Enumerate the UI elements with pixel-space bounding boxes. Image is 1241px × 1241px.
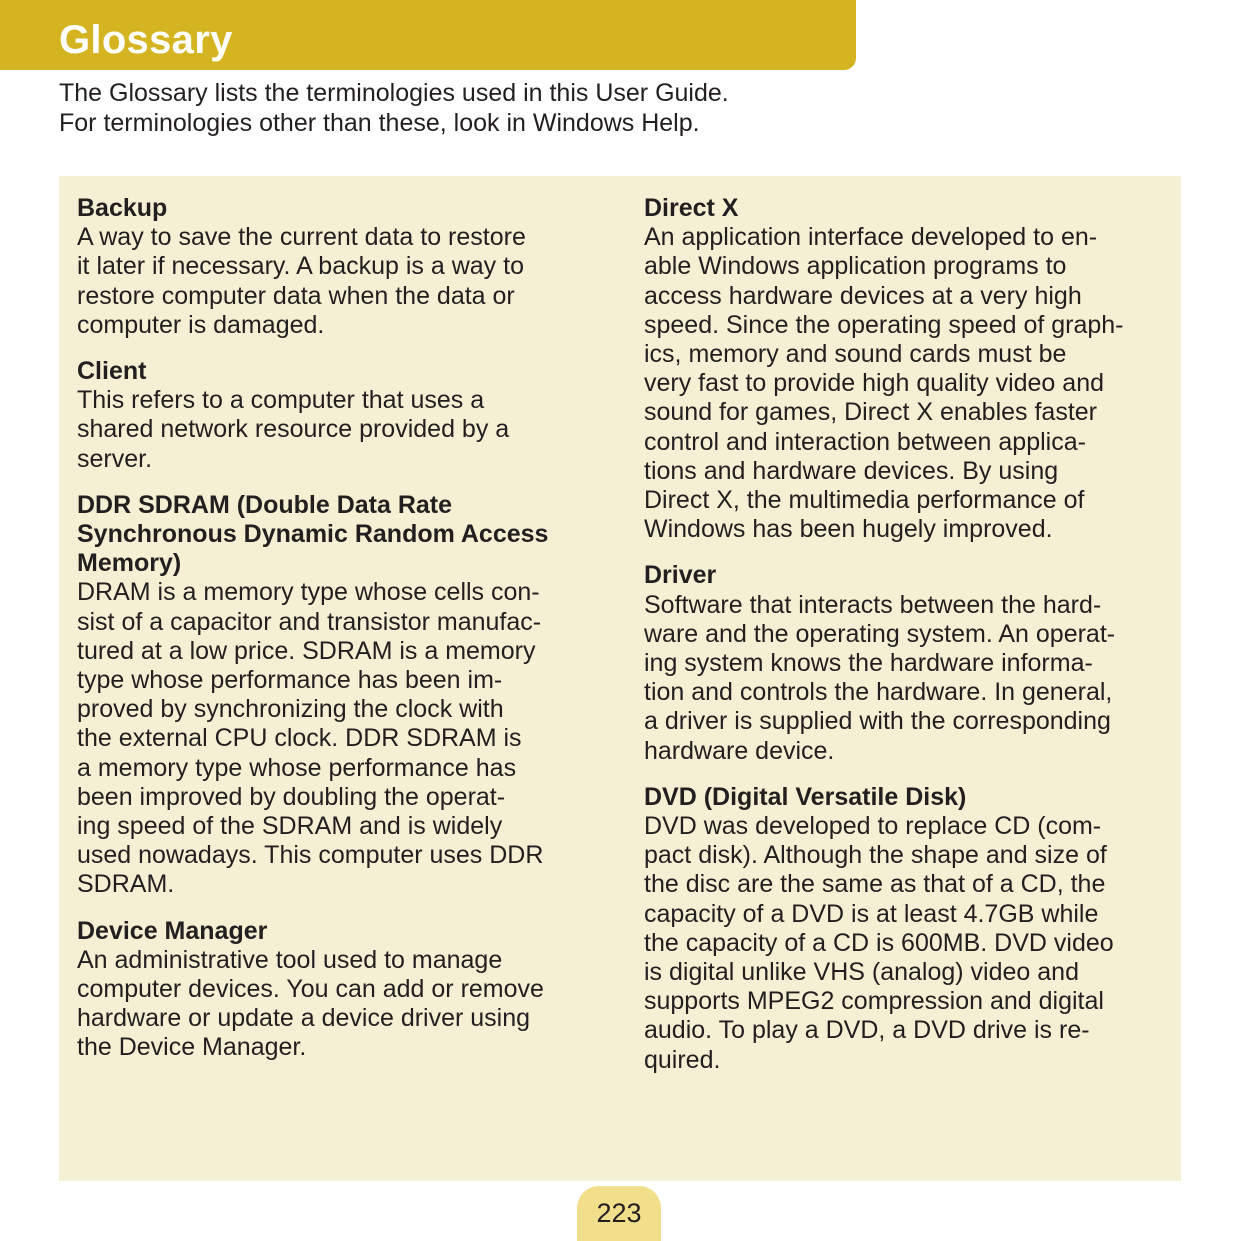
term-line: Synchronous Dynamic Random Access [77, 520, 549, 549]
glossary-definition [77, 578, 597, 899]
definition-line: ing speed of the SDRAM and is widely [77, 812, 503, 841]
definition-line: restore computer data when the data or [77, 281, 515, 310]
definition-line: shared network resource provided by a [77, 415, 510, 444]
definition-line: control and interaction between applica- [644, 427, 1086, 456]
definition-line: Software that interacts between the hard- [644, 590, 1102, 619]
definition-line: server. [77, 444, 153, 473]
definition-line: computer is damaged. [77, 310, 325, 339]
definition-line: access hardware devices at a very high [644, 281, 1082, 310]
definition-line: a driver is supplied with the corresponding [644, 707, 1111, 736]
page-title: Glossary [59, 18, 233, 62]
glossary-term [644, 783, 1174, 812]
definition-line: is digital unlike VHS (analog) video and [644, 958, 1079, 987]
definition-line: the disc are the same as that of a CD, the [644, 870, 1106, 899]
definition-line: DVD was developed to replace CD (com- [644, 812, 1102, 841]
definition-line: This refers to a computer that uses a [77, 386, 485, 415]
definition-line: the Device Manager. [77, 1033, 307, 1062]
definition-line: tions and hardware devices. By using [644, 456, 1059, 485]
term-line: DVD (Digital Versatile Disk) [644, 782, 967, 811]
definition-line: supports MPEG2 compression and digital [644, 987, 1104, 1016]
definition-line: capacity of a DVD is at least 4.7GB while [644, 899, 1099, 928]
glossary-definition [77, 223, 597, 340]
definition-line: hardware or update a device driver using [77, 1004, 531, 1033]
glossary-term [644, 194, 1174, 223]
glossary-term [644, 561, 1174, 590]
intro-text [59, 78, 839, 138]
term-line: Client [77, 357, 147, 386]
glossary-term [77, 194, 597, 223]
glossary-definition [644, 223, 1174, 544]
definition-line: Direct X, the multimedia performance of [644, 486, 1085, 515]
definition-line: pact disk). Although the shape and size of [644, 841, 1107, 870]
definition-line: DRAM is a memory type whose cells con- [77, 578, 540, 607]
glossary-entry [77, 357, 597, 474]
glossary-column-left [77, 194, 597, 1080]
definition-line: a memory type whose performance has [77, 753, 517, 782]
term-line: Memory) [77, 549, 182, 578]
definition-line: it later if necessary. A backup is a way to [77, 252, 524, 281]
glossary-entry [644, 783, 1174, 1075]
definition-line: sound for games, Direct X enables faster [644, 398, 1098, 427]
glossary-definition [644, 591, 1174, 766]
glossary-definition [77, 386, 597, 474]
glossary-entry [77, 194, 597, 340]
definition-line: able Windows application programs to [644, 252, 1067, 281]
glossary-entry [77, 917, 597, 1063]
definition-line: used nowadays. This computer uses DDR [77, 841, 544, 870]
glossary-panel [59, 176, 1181, 1181]
definition-line: Windows has been hugely improved. [644, 515, 1053, 544]
definition-line: computer devices. You can add or remove [77, 975, 544, 1004]
glossary-column-right [644, 194, 1174, 1092]
definition-line: the capacity of a CD is 600MB. DVD video [644, 928, 1114, 957]
definition-line: ing system knows the hardware informa- [644, 649, 1093, 678]
glossary-entry [644, 561, 1174, 765]
term-line: Backup [77, 194, 168, 222]
definition-line: An administrative tool used to manage [77, 945, 503, 974]
glossary-term [77, 917, 597, 946]
header-bar [0, 0, 856, 70]
definition-line: tured at a low price. SDRAM is a memory [77, 636, 536, 665]
definition-line: been improved by doubling the operat- [77, 782, 506, 811]
term-line: DDR SDRAM (Double Data Rate [77, 490, 453, 519]
definition-line: An application interface developed to en- [644, 223, 1098, 252]
definition-line: A way to save the current data to restore [77, 223, 526, 252]
definition-line: SDRAM. [77, 870, 175, 899]
glossary-definition [77, 946, 597, 1063]
definition-line: audio. To play a DVD, a DVD drive is re- [644, 1016, 1090, 1045]
definition-line: tion and controls the hardware. In general, [644, 678, 1113, 707]
definition-line: hardware device. [644, 736, 835, 765]
glossary-term [77, 491, 597, 579]
glossary-definition [644, 812, 1174, 1075]
intro-line: For terminologies other than these, look in Windows Help. [59, 109, 700, 137]
definition-line: sist of a capacitor and transistor manufac- [77, 607, 542, 636]
term-line: Direct X [644, 194, 739, 222]
definition-line: type whose performance has been im- [77, 666, 503, 695]
definition-line: the external CPU clock. DDR SDRAM is [77, 724, 522, 753]
definition-line: ics, memory and sound cards must be [644, 340, 1067, 369]
intro-line: The Glossary lists the terminologies used in this User Guide. [59, 79, 729, 107]
glossary-term [77, 357, 597, 386]
term-line: Device Manager [77, 916, 268, 945]
definition-line: very fast to provide high quality video and [644, 369, 1104, 398]
page-number: 223 [577, 1186, 661, 1241]
term-line: Driver [644, 561, 717, 590]
definition-line: quired. [644, 1045, 721, 1074]
definition-line: speed. Since the operating speed of graph- [644, 310, 1124, 339]
definition-line: proved by synchronizing the clock with [77, 695, 504, 724]
glossary-entry [644, 194, 1174, 544]
glossary-entry [77, 491, 597, 900]
definition-line: ware and the operating system. An operat- [644, 619, 1116, 648]
